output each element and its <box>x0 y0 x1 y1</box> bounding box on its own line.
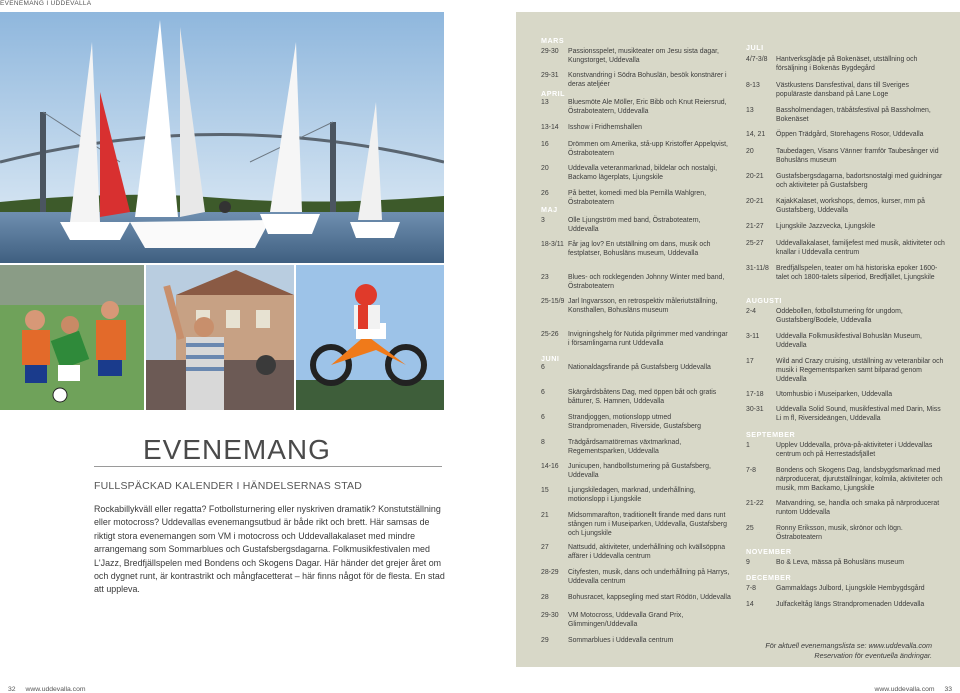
event-date: 17-18 <box>746 391 764 398</box>
event-description: Uddevallakalaset, familjefest med musik, aktiviteter och knallar i Uddevalla centrum <box>776 240 945 256</box>
event-description: Junicupen, handbollsturnering på Gustafsberg, Uddevalla <box>568 463 711 479</box>
month-heading-april: APRIL <box>541 89 566 98</box>
event-date: 13 <box>541 99 549 106</box>
event-description: Uddevalla Solid Sound, musikfestival med Darin, Miss Li m fl, Riversideängen, Uddevalla <box>776 406 941 422</box>
event-description: På bettet, komedi med bla Pernilla Wahlgren, Östraboteatern <box>568 190 707 206</box>
event-description: Jarl Ingvarsson, en retrospektiv måleriutställning, Konsthallen, Bohusläns museum <box>568 298 718 314</box>
event-date: 27 <box>541 544 549 551</box>
event-description: Olle Ljungström med band, Östraboteatern, Uddevalla <box>568 217 701 233</box>
event-description: Cityfesten, musik, dans och underhållning på Harrys, Uddevalla centrum <box>568 569 730 585</box>
feature-title: EVENEMANG <box>143 434 331 465</box>
crowd-festival-photo <box>146 265 294 410</box>
month-heading-maj: MAJ <box>541 205 558 214</box>
event-description: Hantverksglädje på Bokenäset, utställning och försäljning i Bokenäs Bygdegård <box>776 56 918 72</box>
event-date: 13 <box>746 107 754 114</box>
event-date: 6 <box>541 414 545 421</box>
event-description: Skärgårdsbåtens Dag, med öppen båt och gratis båtturer, S. Hamnen, Uddevalla <box>568 389 717 405</box>
running-head: EVENEMANG I UDDEVALLA <box>0 0 92 7</box>
event-date: 20-21 <box>746 198 764 205</box>
event-description: Sommarblues i Uddevalla centrum <box>568 637 674 644</box>
event-date: 13-14 <box>541 124 559 131</box>
page-number-left: 32 <box>8 686 16 693</box>
event-date: 25-26 <box>541 331 559 338</box>
month-heading-december: DECEMBER <box>746 573 792 582</box>
event-description: Bassholmendagen, träbåtsfestival på Bassholmen, Bokenäset <box>776 107 931 123</box>
football-match-photo <box>0 265 144 410</box>
event-description: Upplev Uddevalla, pröva-på-aktiviteter i Uddevallas centrum och på Herrestadsfjället <box>776 442 933 458</box>
event-description: Västkustens Dansfestival, dans till Sveriges populäraste dansband på Lane Loge <box>776 82 909 98</box>
event-description: Julfackeltåg längs Strandpromenaden Uddevalla <box>776 601 925 608</box>
event-date: 25-27 <box>746 240 764 247</box>
event-date: 18-3/11 <box>541 241 564 248</box>
event-description: Bredfjällspelen, teater om hä historiska epoker 1600-talet och 1800-talets silperiod, Bredfjället, Ljungskile <box>776 265 938 281</box>
event-date: 21-27 <box>746 223 764 230</box>
event-description: Passionsspelet, musikteater om Jesu sista dagar, Kungstorget, Uddevalla <box>568 48 719 64</box>
month-heading-mars: MARS <box>541 36 565 45</box>
page-number-right: 33 <box>944 686 952 693</box>
event-description: Uddevalla Folkmusikfestival Bohuslän Museum, Uddevalla <box>776 333 922 349</box>
title-divider <box>94 466 442 467</box>
event-date: 20 <box>746 148 754 155</box>
event-date: 30-31 <box>746 406 764 413</box>
event-description: Ronny Eriksson, musik, skrönor och lögn. Östraboteatern <box>776 525 903 541</box>
event-date: 14-16 <box>541 463 559 470</box>
event-date: 6 <box>541 364 545 371</box>
event-date: 8-13 <box>746 82 760 89</box>
event-description: Oddebollen, fotbollsturnering för ungdom, Gustafsberg/Bodele, Uddevalla <box>776 308 903 324</box>
event-description: Bondens och Skogens Dag, landsbygdsmarknad med närproducerat, djurutställningar, kolmila, aktiviteter och musik, mm Backamo, Ljungskile <box>776 467 943 492</box>
event-date: 1 <box>746 442 750 449</box>
event-description: VM Motocross, Uddevalla Grand Prix, Glimmingen/Uddevalla <box>568 612 684 628</box>
event-date: 17 <box>746 358 754 365</box>
event-date: 14 <box>746 601 754 608</box>
event-description: Öppen Trädgård, Storehagens Rosor, Uddevalla <box>776 131 924 138</box>
calendar-website-note: För aktuell evenemangslista se: www.uddevalla.com <box>765 641 932 650</box>
event-description: Gustafsbergsdagarna, badortsnostalgi med guidningar och aktiviteter på Gustafsberg <box>776 173 943 189</box>
event-description: Drömmen om Amerika, stå-upp Kristoffer Appelqvist, Östraboteatern <box>568 141 728 157</box>
footer-url-left[interactable]: www.uddevalla.com <box>25 686 86 693</box>
event-description: Ljungskile Jazzvecka, Ljungskile <box>776 223 876 230</box>
event-description: Konstvandring i Södra Bohuslän, besök konstnärer i deras ateljéer <box>568 72 727 88</box>
event-description: Bluesmöte Ale Möller, Eric Bibb och Knut Reiersrud, Östraboteatern, Uddevalla <box>568 99 727 115</box>
event-date: 4/7-3/8 <box>746 56 768 63</box>
event-date: 31-11/8 <box>746 265 769 272</box>
event-date: 21-22 <box>746 500 764 507</box>
event-description: Utomhusbio i Museiparken, Uddevalla <box>776 391 893 398</box>
event-date: 8 <box>541 439 545 446</box>
event-date: 29-30 <box>541 612 559 619</box>
event-description: Midsommarafton, traditionellt firande med dans runt stången rum i Museiparken, Uddevalla, Gustafsberg och Ljungskile <box>568 512 727 537</box>
event-date: 14, 21 <box>746 131 766 138</box>
month-heading-juni: JUNI <box>541 354 560 363</box>
event-date: 28-29 <box>541 569 559 576</box>
event-description: Strandjoggen, motionslopp utmed Strandpromenaden, Riverside, Gustafsberg <box>568 414 701 430</box>
footer-right <box>874 686 960 693</box>
footer-left <box>0 686 86 693</box>
event-description: Bo & Leva, mässa på Bohusläns museum <box>776 559 904 566</box>
event-description: KajakKalaset, workshops, demos, kurser, mm på Gustafsberg, Uddevalla <box>776 198 925 214</box>
event-description: Taubedagen, Visans Vänner framför Taubesånger vid Bohusläns museum <box>776 148 939 164</box>
intro-paragraph: Rockabillykväll eller regatta? Fotbollsturnering eller nyskriven dramatik? Konstutställning eller motocross? Uddevallas evenemangsutbud är både rikt och brett. Här samsas de riktigt stora evenemangen som VM i motocross och Uddevallakalaset med mindre arrangemang som Sommarblues och Gustafsbergsdagarna. Folkmusikfestivalen med L'Jazz, Bredfjällspelen med Bondens och Skogens Dagar. Här händer det grejer året om och dygnet runt, är kontrastrikt och mångfacetterat – här finns något för de flesta. En stad att uppleva. <box>94 504 445 595</box>
motocross-photo <box>296 265 444 410</box>
event-description: Bohusracet, kappsegling med start Rödön, Uddevalla <box>568 594 731 601</box>
event-date: 28 <box>541 594 549 601</box>
event-description: Wild and Crazy cruising, utställning av veteranbilar och musik i Regementsparken samt bilparad genom Uddevalla <box>776 358 944 383</box>
event-date: 9 <box>746 559 750 566</box>
event-description: Nattsudd, aktiviteter, underhållning och kvällsöppna affärer i Uddevalla centrum <box>568 544 726 560</box>
event-description: Matvandring, se, handla och smaka på närproducerat runtom Uddevalla <box>776 500 940 516</box>
event-date: 20-21 <box>746 173 764 180</box>
month-heading-augusti: AUGUSTI <box>746 296 782 305</box>
feature-subtitle: FULLSPÄCKAD KALENDER I HÄNDELSERNAS STAD <box>94 480 363 492</box>
event-description: Trädgårdsamatörernas växtmarknad, Regementsparken, Uddevalla <box>568 439 682 455</box>
event-date: 15 <box>541 487 549 494</box>
event-date: 3-11 <box>746 333 760 340</box>
event-date: 7-8 <box>746 467 756 474</box>
event-date: 25 <box>746 525 754 532</box>
event-date: 2-4 <box>746 308 756 315</box>
event-description: Får jag lov? En utställning om dans, musik och festplatser, Bohusläns museum, Uddevalla <box>568 241 711 257</box>
event-date: 29 <box>541 637 549 644</box>
month-heading-september: SEPTEMBER <box>746 430 796 439</box>
event-date: 23 <box>541 274 549 281</box>
event-description: Nationaldagsfirande på Gustafsberg Uddevalla <box>568 364 711 371</box>
event-description: Blues- och rocklegenden Johnny Winter med band, Östraboteatern <box>568 274 725 290</box>
month-heading-juli: JULI <box>746 43 764 52</box>
event-calendar <box>516 12 960 667</box>
event-date: 3 <box>541 217 545 224</box>
calendar-reservation-note: Reservation för eventuella ändringar. <box>814 650 932 660</box>
event-date: 21 <box>541 512 549 519</box>
event-date: 25-15/9 <box>541 298 565 305</box>
event-date: 26 <box>541 190 549 197</box>
event-description: Ljungskiledagen, marknad, underhållning, motionslopp i Ljungskile <box>568 487 696 503</box>
photo-collage <box>0 12 444 410</box>
event-date: 29-30 <box>541 48 559 55</box>
event-date: 29-31 <box>541 72 559 79</box>
footer-url-right[interactable]: www.uddevalla.com <box>874 686 935 693</box>
event-description: Invigningshelg för Nutida pilgrimmer med vandringar i församlingarna runt Uddevalla <box>568 331 728 347</box>
sailing-regatta-photo <box>0 12 444 263</box>
event-description: Uddevalla veteranmarknad, bildelar och nostalgi, Backamo lägerplats, Ljungskile <box>568 165 717 181</box>
event-description: Isshow i Fridhemshallen <box>568 124 642 131</box>
event-date: 6 <box>541 389 545 396</box>
event-date: 7-8 <box>746 585 756 592</box>
event-date: 20 <box>541 165 549 172</box>
month-heading-november: NOVEMBER <box>746 547 792 556</box>
calendar-footnote <box>765 641 932 660</box>
event-description: Gammaldags Julbord, Ljungskile Hembygdsgård <box>776 585 925 592</box>
event-date: 16 <box>541 141 549 148</box>
